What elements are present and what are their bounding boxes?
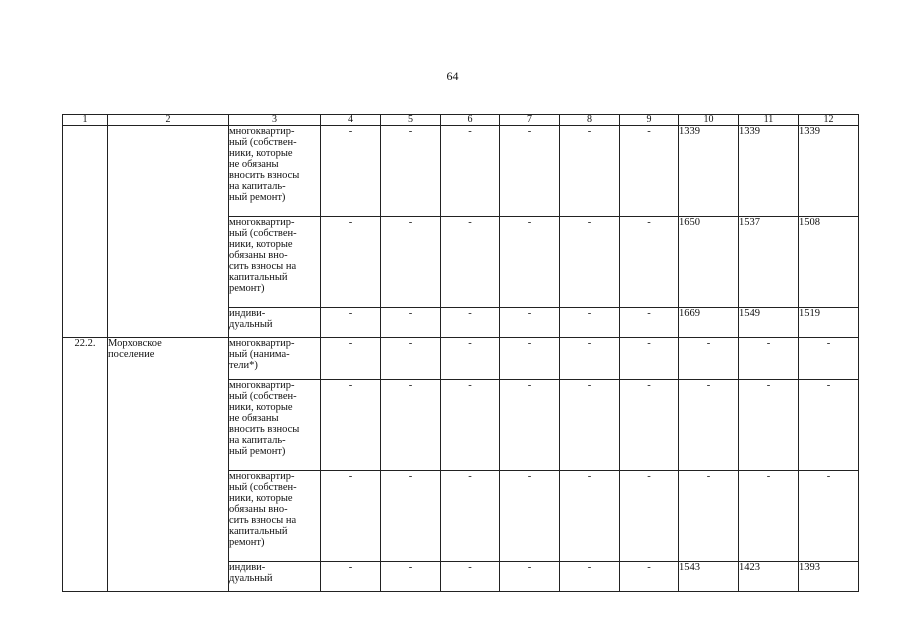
value-cell: - <box>441 338 500 380</box>
value-cell: 1423 <box>739 562 799 592</box>
value-cell: 1339 <box>679 126 739 217</box>
value-cell: - <box>321 308 381 338</box>
value-cell: - <box>321 338 381 380</box>
housing-type-cell: многоквартир- ный (собствен- ники, которые обязаны вно- сить взносы на капитальный ремонт) <box>229 471 321 562</box>
value-cell: 1537 <box>739 217 799 308</box>
value-cell: - <box>381 217 441 308</box>
tariff-table <box>62 114 859 592</box>
row-number-cell <box>63 126 108 338</box>
value-cell: - <box>799 471 859 562</box>
row-number-cell: 22.2. <box>63 338 108 592</box>
value-cell: - <box>441 380 500 471</box>
column-header: 7 <box>500 115 560 126</box>
value-cell: - <box>321 126 381 217</box>
value-cell: - <box>679 471 739 562</box>
value-cell: - <box>620 126 679 217</box>
value-cell: 1549 <box>739 308 799 338</box>
value-cell: - <box>441 471 500 562</box>
value-cell: - <box>739 471 799 562</box>
value-cell: - <box>620 380 679 471</box>
value-cell: - <box>500 562 560 592</box>
value-cell: - <box>560 380 620 471</box>
value-cell: - <box>620 308 679 338</box>
table-body <box>63 126 859 592</box>
value-cell: - <box>321 380 381 471</box>
value-cell: 1393 <box>799 562 859 592</box>
housing-type-cell: многоквартир- ный (собствен- ники, которые не обязаны вносить взносы на капиталь- ный ремонт) <box>229 380 321 471</box>
value-cell: 1508 <box>799 217 859 308</box>
value-cell: - <box>381 471 441 562</box>
value-cell: - <box>321 471 381 562</box>
value-cell: - <box>560 308 620 338</box>
value-cell: - <box>321 562 381 592</box>
value-cell: - <box>679 338 739 380</box>
value-cell: - <box>381 308 441 338</box>
value-cell: - <box>441 562 500 592</box>
column-header: 8 <box>560 115 620 126</box>
value-cell: - <box>321 217 381 308</box>
value-cell: - <box>500 217 560 308</box>
table-row <box>63 126 859 217</box>
column-header: 11 <box>739 115 799 126</box>
value-cell: - <box>739 380 799 471</box>
column-header: 2 <box>108 115 229 126</box>
value-cell: - <box>620 338 679 380</box>
value-cell: - <box>620 471 679 562</box>
header-row <box>63 115 859 126</box>
value-cell: - <box>500 471 560 562</box>
housing-type-cell: индиви- дуальный <box>229 562 321 592</box>
value-cell: 1650 <box>679 217 739 308</box>
value-cell: - <box>500 380 560 471</box>
value-cell: 1543 <box>679 562 739 592</box>
value-cell: - <box>620 217 679 308</box>
value-cell: - <box>500 308 560 338</box>
column-header: 3 <box>229 115 321 126</box>
column-header: 9 <box>620 115 679 126</box>
housing-type-cell: многоквартир- ный (собствен- ники, которые не обязаны вносить взносы на капиталь- ный ремонт) <box>229 126 321 217</box>
value-cell: - <box>560 562 620 592</box>
value-cell: - <box>620 562 679 592</box>
value-cell: - <box>500 126 560 217</box>
housing-type-cell: многоквартир- ный (нанима- тели*) <box>229 338 321 380</box>
value-cell: - <box>441 126 500 217</box>
value-cell: - <box>441 217 500 308</box>
value-cell: - <box>381 338 441 380</box>
value-cell: 1519 <box>799 308 859 338</box>
value-cell: - <box>560 338 620 380</box>
housing-type-cell: многоквартир- ный (собствен- ники, которые обязаны вно- сить взносы на капитальный ремонт) <box>229 217 321 308</box>
settlement-name-cell: Морховское поселение <box>108 338 229 592</box>
value-cell: - <box>500 338 560 380</box>
value-cell: - <box>799 380 859 471</box>
value-cell: 1669 <box>679 308 739 338</box>
column-header: 10 <box>679 115 739 126</box>
table-row <box>63 338 859 380</box>
settlement-name-cell <box>108 126 229 338</box>
value-cell: - <box>441 308 500 338</box>
value-cell: - <box>381 126 441 217</box>
housing-type-cell: индиви- дуальный <box>229 308 321 338</box>
value-cell: 1339 <box>799 126 859 217</box>
value-cell: - <box>381 380 441 471</box>
value-cell: - <box>679 380 739 471</box>
column-header: 4 <box>321 115 381 126</box>
value-cell: - <box>560 126 620 217</box>
value-cell: - <box>739 338 799 380</box>
column-header: 6 <box>441 115 500 126</box>
value-cell: - <box>560 471 620 562</box>
value-cell: 1339 <box>739 126 799 217</box>
page-number: 64 <box>446 69 459 83</box>
column-header: 5 <box>381 115 441 126</box>
value-cell: - <box>799 338 859 380</box>
column-header: 12 <box>799 115 859 126</box>
value-cell: - <box>560 217 620 308</box>
column-header: 1 <box>63 115 108 126</box>
value-cell: - <box>381 562 441 592</box>
